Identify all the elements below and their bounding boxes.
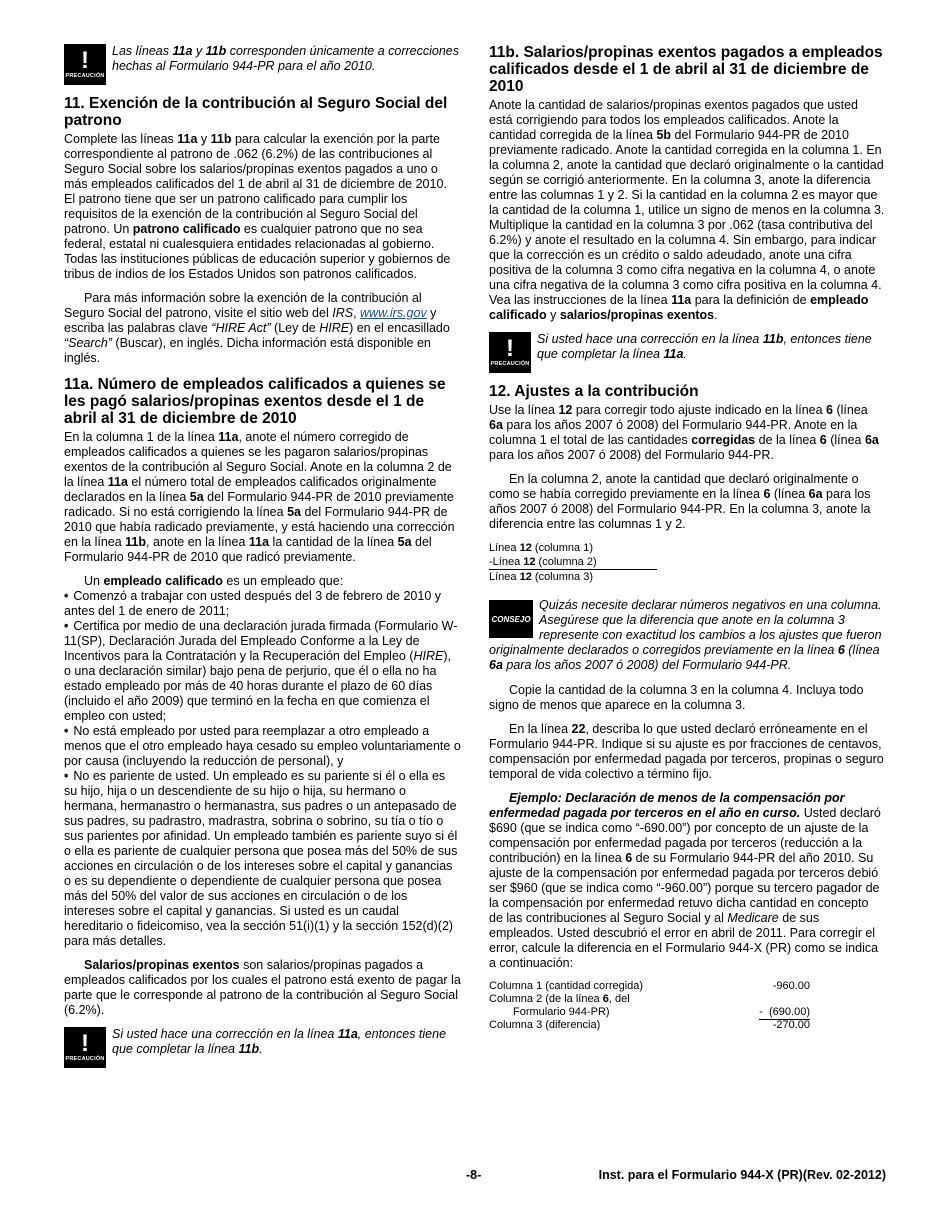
- calc-row: Formulario 944-PR) - (690.00): [513, 1006, 810, 1018]
- heading-line-11b: 11b. Salarios/propinas exentos pagados a empleados calificados desde el 1 de abril al 31 de diciembre de 2010: [489, 44, 883, 95]
- calc-row: Columna 3 (diferencia) -270.00: [489, 1019, 810, 1031]
- list-item: • No está empleado por usted para reemplazar a otro empleado a menos que el otro empleado haya cesado su empleo voluntariamente o por causa (incluyendo la reducción de personal), y: [64, 724, 461, 769]
- list-item: • No es pariente de usted. Un empleado es su pariente si él o ella es su hijo, hija o un descendiente de su hijo o hija, su hermano o hermana, hermanastro o hermanastra, sus padres o un antepasado de sus padres, su padrastro, madrastra, sobrina o sobrino, su tía o tío o sus parientes por afinidad. Un empleado también es pariente suyo si él o ella es pariente de cualquier persona que posea más del 50% de sus acciones en circulación o de los intereses sobre el capital y ganancias o es su dependiente o dependiente de cualquier persona que posea más del 50% del valor de sus acciones en circulación o de los intereses sobre el capital y ganancias. Si usted es un caudal hereditario o fideicomiso, vea la sección 51(i)(1) y la sección 152(d)(2) para más detalles.: [64, 769, 461, 949]
- calc-row: Columna 1 (cantidad corregida) -960.00: [489, 980, 810, 992]
- paragraph-more-info: Para más información sobre la exención de la contribución al Seguro Social del patrono, visite el sitio web del IRS, www.irs.gov y escriba las palabras clave “HIRE Act” (Ley de HIRE) en el encasillado “Search” (Buscar), en inglés. Dicha información está disponible en inglés.: [64, 291, 450, 365]
- example-calculation: [489, 980, 885, 1032]
- caution-note-11b: [489, 332, 885, 373]
- calc-row: Línea 12 (columna 1): [489, 542, 593, 554]
- heading-line-12: 12. Ajustes a la contribución: [489, 383, 699, 400]
- heading-line-11a: 11a. Número de empleados calificados a quienes se les pagó salarios/propinas exentos desde el 1 de abril al 31 de diciembre de 2010: [64, 376, 446, 427]
- warning-triangle-icon: ! PRECAUCIÓN: [64, 44, 106, 85]
- tip-box-icon: CONSEJO: [489, 600, 533, 638]
- page-footer: [64, 1168, 886, 1186]
- caution-text: Si usted hace una corrección en la línea 11b, entonces tiene que completar la línea 11a.: [537, 332, 872, 361]
- caution-text: Si usted hace una corrección en la línea 11a, entonces tiene que completar la línea 11b.: [112, 1027, 447, 1056]
- page-number: -8-: [466, 1168, 482, 1182]
- caution-text: Las líneas 11a y 11b corresponden únicamente a correcciones hechas al Formulario 944-PR para el año 2010.: [112, 44, 460, 73]
- paragraph-line-22: En la línea 22, describa lo que usted declaró erróneamente en el Formulario 944-PR. Indique si su ajuste es por fracciones de centavos, compensación por enfermedad pagada por terceros, propinas o seguro temporal de vida colectivo a término fijo.: [489, 722, 884, 781]
- warning-triangle-icon: ! PRECAUCIÓN: [64, 1027, 106, 1068]
- right-column: [489, 44, 885, 1041]
- line-12-calculation: [489, 541, 885, 584]
- calc-row: Línea 12 (columna 3): [489, 571, 593, 583]
- tip-note: CONSEJO Quizás necesite declarar números negativos en una columna. Asegúrese que la diferencia que anote en la columna 3 represente con exactitud los cambios a los ajustes que fueron originalmente declarados o corregidos previamente en la línea 6 (línea 6a para los años 2007 ó 2008) del Formulario 944-PR.: [489, 598, 882, 672]
- paragraph-line-11b: Anote la cantidad de salarios/propinas exentos pagados que usted está corrigiendo para todos los empleados calificados. Anote la cantidad corregida de la línea 5b del Formulario 944-PR de 2010 previamente radicado. Anote la cantidad corregida en la columna 1. En la columna 2, anote la cantidad que declaró originalmente o la cantidad según se corrigió anteriormente. En la columna 3, anote la diferencia entre las columnas 1 y 2. Si la cantidad en la columna 2 es mayor que la cantidad de la columna 1, utilice un signo de menos en la columna 3. Multiplique la cantidad en la columna 3 por .062 (tasa contributiva del 6.2%) y anote el resultado en la columna 4. Sin embargo, para indicar que la corrección es un crédito o saldo adeudado, anote una cifra positiva de la columna 3 como cifra negativa en la columna 4, o anote una cifra negativa de la columna 3 como cifra positiva en la columna 4. Vea las instrucciones de la línea 11a para la definición de empleado calificado y salarios/propinas exentos.: [489, 98, 885, 322]
- paragraph-line-11: Complete las líneas 11a y 11b para calcular la exención por la parte correspondiente al patrono de .062 (6.2%) de las contribuciones al Seguro Social sobre los salarios/propinas exentos pagados a uno o más empleados calificados del 1 de abril al 31 de diciembre de 2010. El patrono tiene que ser un patrono calificado para cumplir los requisitos de la exención de la contribución al Seguro Social del patrono. Un patrono calificado es cualquier patrono que no sea federal, estatal ni cualesquiera entidades relacionadas al gobierno. Todas las instituciones públicas de educación superior y gobiernos de tribus de indios de los Estados Unidos son patronos calificados.: [64, 132, 451, 281]
- caution-note-11a-11b: [64, 44, 461, 85]
- heading-line-11: 11. Exención de la contribución al Seguro Social del patrono: [64, 95, 448, 129]
- calc-row: Columna 2 (de la línea 6, del: [489, 993, 630, 1005]
- calc-row: -Línea 12 (columna 2): [489, 555, 657, 570]
- warning-triangle-icon: ! PRECAUCIÓN: [489, 332, 531, 373]
- paragraph-line-12: Use la línea 12 para corregir todo ajuste indicado en la línea 6 (línea 6a para los años 2007 ó 2008) del Formulario 944-PR. Anote en la columna 1 el total de las cantidades corregidas de la línea 6 (línea 6a para los años 2007 ó 2008) del Formulario 944-PR.: [489, 403, 879, 462]
- left-column: [64, 44, 461, 1078]
- list-item: • Certifica por medio de una declaración jurada firmada (Formulario W-11(SP), Declaración Jurada del Empleado Conforme a la Ley de Incentivos para la Contratación y la Recuperación del Empleo (HIRE), o una declaración similar) bajo pena de perjurio, que él o ella no ha estado empleado por más de 40 horas durante el plazo de 60 días (incluido el año 2009) que terminó en la fecha en que comienza el empleo con usted;: [64, 619, 461, 724]
- form-title: Inst. para el Formulario 944-X (PR)(Rev. 02-2012): [598, 1168, 886, 1182]
- paragraph-copy-col3: Copie la cantidad de la columna 3 en la columna 4. Incluya todo signo de menos que aparece en la columna 3.: [489, 683, 864, 712]
- list-item: • Comenzó a trabajar con usted después del 3 de febrero de 2010 y antes del 1 de enero de 2011;: [64, 589, 461, 619]
- paragraph-line-12-col2: En la columna 2, anote la cantidad que declaró originalmente o como se había corregido previamente en la línea 6 (línea 6a para los años 2007 ó 2008) del Formulario 944-PR. En la columna 3, anote la diferencia entre las columnas 1 y 2.: [489, 472, 871, 531]
- qualified-employee-intro: Un empleado calificado es un empleado que:: [84, 574, 344, 588]
- paragraph-exempt-wages: Salarios/propinas exentos son salarios/propinas pagados a empleados calificados por los cuales el patrono está exento de pagar la parte que le corresponde al patrono de la contribución al Seguro Social (6.2%).: [64, 958, 461, 1017]
- paragraph-example: Ejemplo: Declaración de menos de la compensación por enfermedad pagada por terceros en el año en curso. Usted declaró $690 (que se indica como “-690.00”) por concepto de un ajuste de la compensación por enfermedad pagada por terceros (reducción a la contribución) en la línea 6 de su Formulario 944-PR del año 2010. Su ajuste de la compensación por enfermedad pagada por terceros debió ser $960 (que se indica como “-960.00”) porque su tercero pagador de la compensación por enfermedad retuvo dicha cantidad en concepto de las contribuciones al Seguro Social y al Medicare de sus empleados. Usted descubrió el error en abril de 2011. Para corregir el error, calcule la diferencia en el Formulario 944-X (PR) como se indica a continuación:: [489, 791, 881, 970]
- paragraph-line-11a: En la columna 1 de la línea 11a, anote el número corregido de empleados calificados a quienes se les pagaron salarios/propinas exentos de la contribución al Seguro Social. Anote en la columna 2 de la línea 11a el número total de empleados calificados originalmente declarados en la línea 5a del Formulario 944-PR de 2010 previamente radicado. Si no está corrigiendo la línea 5a del Formulario 944-PR de 2010 que había radicado previamente, y está haciendo una corrección en la línea 11b, anote en la línea 11a la cantidad de la línea 5a del Formulario 944-PR de 2010 que radicó previamente.: [64, 430, 455, 564]
- irs-website-link[interactable]: www.irs.gov: [360, 306, 427, 320]
- caution-note-11a: [64, 1027, 461, 1068]
